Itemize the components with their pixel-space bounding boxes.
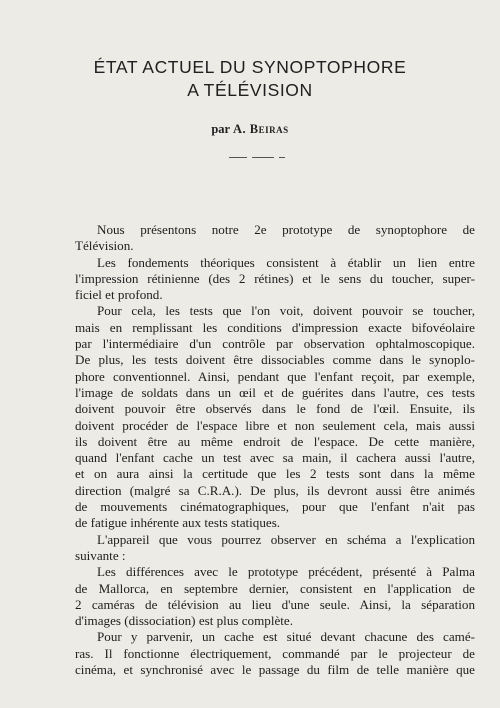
body-text-line: ficiel et profond. [75, 287, 163, 303]
body-text-line: Les fondements théoriques consistent à établir un lien entre [97, 254, 475, 270]
body-text-line: De plus, les tests doivent être dissociables comme dans le synoplo- [75, 352, 475, 368]
byline [0, 122, 500, 137]
body-text-line: Nous présentons notre 2e prototype de synoptophore de [97, 222, 475, 237]
body-text-line: suivante : [75, 547, 126, 563]
body-text-line: cinéma, et synchronisé avec le passage du film de telle manière que [75, 662, 475, 678]
body-text-line: phore conventionnel. Ainsi, pendant que l'enfant reçoit, par exemple, [75, 368, 475, 384]
body-text-line: Les différences avec le prototype précédent, présenté à Palma [97, 564, 475, 580]
body-text-line: Pour y parvenir, un cache est situé devant chacune des camé- [97, 629, 475, 645]
article-paragraphs [75, 222, 475, 678]
body-text-line: l'image de soldats dans un œil et de guérites dans l'autre, ces tests [75, 384, 475, 400]
article-body [75, 222, 475, 678]
body-text-line: direction (malgré sa C.R.A.). De plus, ils devront aussi être animés [75, 482, 475, 498]
author-name: A. Beiras [233, 122, 289, 136]
body-text-line: de mouvements cinématographiques, pour que l'enfant n'ait pas [75, 499, 475, 515]
body-text-line: ils doivent être au même endroit de l'espace. De cette manière, [75, 433, 475, 449]
body-text-line: L'appareil que vous pourrez observer en schéma a l'explication [97, 531, 475, 547]
body-text-line: l'impression rétinienne (des 2 rétines) et le sens du toucher, super- [75, 270, 475, 286]
body-text-line: de fatigue inhérente aux tests statiques. [75, 515, 281, 531]
body-text-line: Télévision. [75, 238, 134, 254]
body-text-line: quand l'enfant cache un test avec sa main, il cachera aussi l'autre, [75, 450, 475, 466]
body-text-line: 2 caméras de télévision au lieu d'une seule. Ainsi, la séparation [75, 596, 475, 612]
body-text-line: Pour cela, les tests que l'on voit, doivent pouvoir se toucher, [97, 303, 475, 319]
article-title-line-2: A TÉLÉVISION [187, 80, 313, 100]
body-text-line: mais en remplissant les conditions d'impression exacte bifovéolaire [75, 319, 475, 335]
body-text-line: par l'intermédiaire d'un contrôle par observation ophtalmoscopique. [75, 336, 475, 352]
body-text-line: de Mallorca, en septembre dernier, consistent en l'application de [75, 580, 475, 596]
body-text-line: doivent pouvoir être observés dans le fond de l'œil. Ensuite, ils [75, 401, 475, 417]
body-text-line: d'images (dissociation) est plus complète. [75, 613, 293, 629]
body-text-line: ras. Il fonctionne électriquement, commandé par le projecteur de [75, 645, 475, 661]
byline-prefix: par [211, 122, 230, 136]
article-title-line-1: ÉTAT ACTUEL DU SYNOPTOPHORE [93, 57, 407, 77]
body-text-line: doivent procéder de l'espace libre et non seulement cela, mais aussi [75, 417, 475, 433]
separator-rule [229, 157, 247, 158]
body-text-line: et on aura ainsi la certitude que les 2 tests sont dans la même [75, 466, 475, 482]
separator-rule [279, 157, 285, 158]
separator-rule [252, 157, 274, 158]
